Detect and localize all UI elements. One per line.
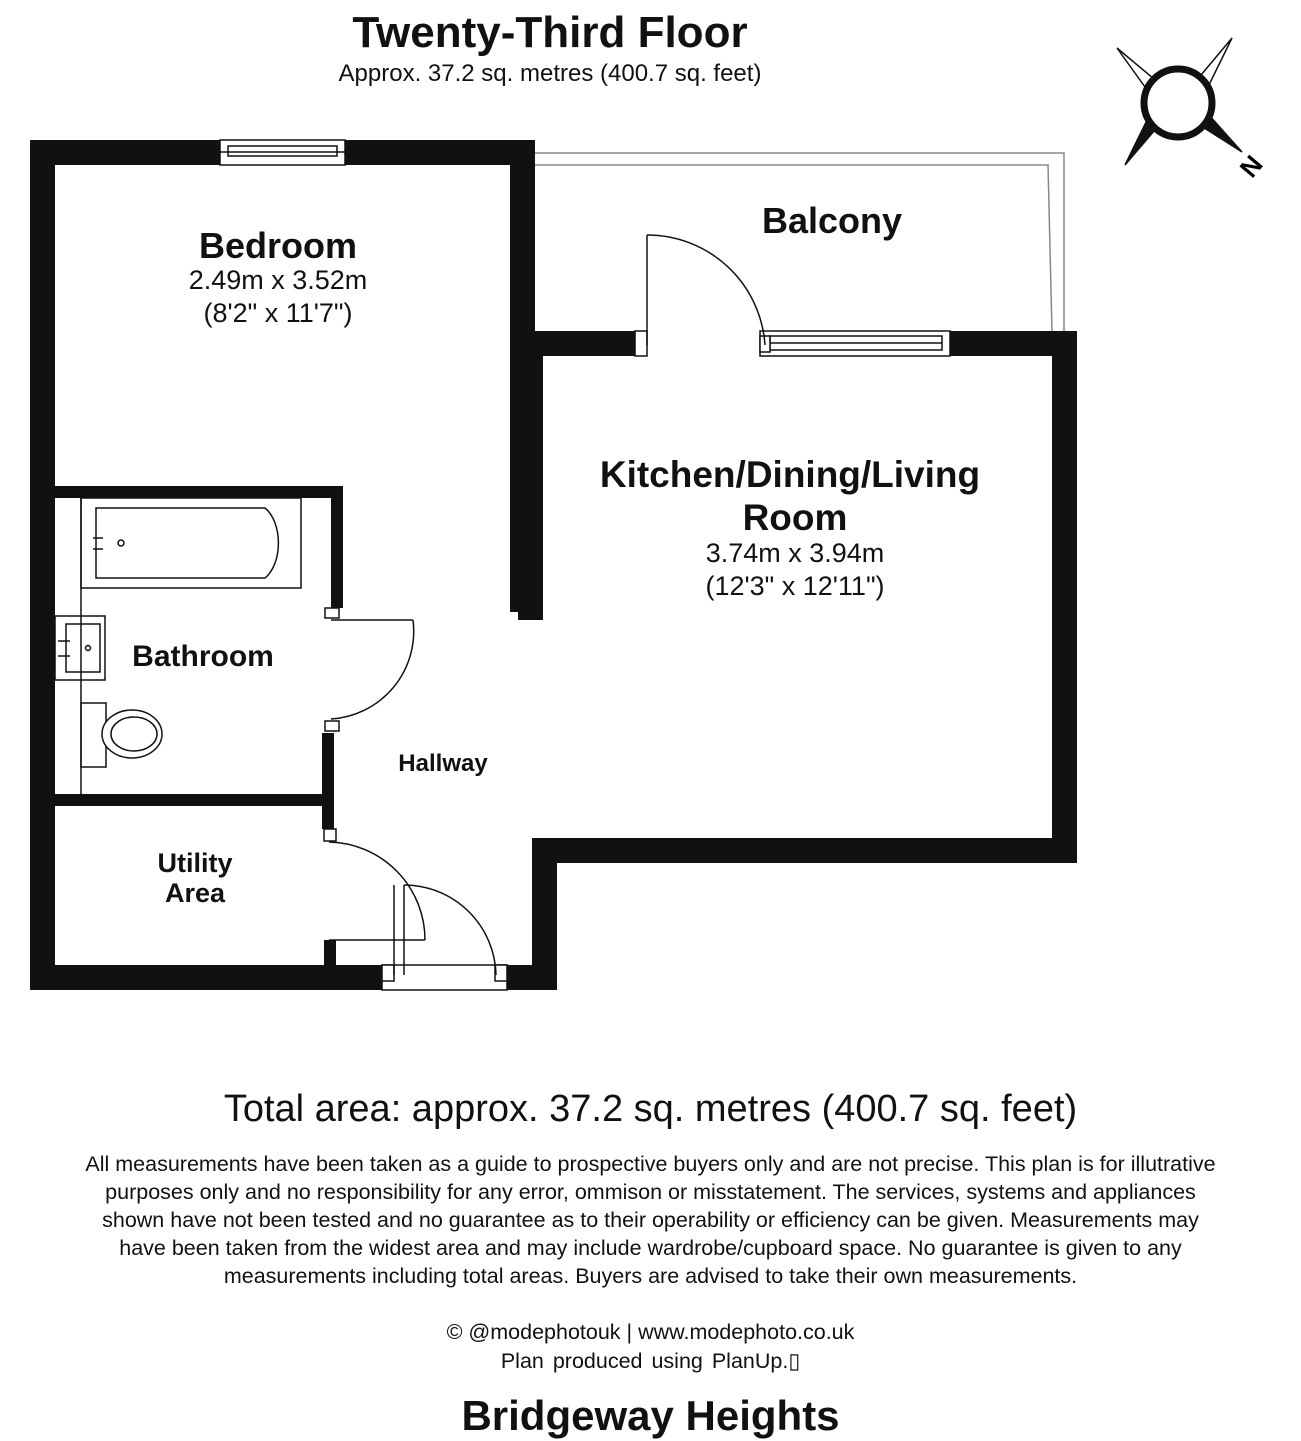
room-size-metric-bedroom: 2.49m x 3.52m: [188, 265, 368, 295]
floor-area: Approx. 37.2 sq. metres (400.7 sq. feet): [338, 60, 762, 87]
disclaimer: [0, 1150, 1301, 1290]
room-name-hallway: Hallway: [398, 750, 488, 777]
room-name-kitchen-line2: Room: [742, 497, 848, 538]
balcony-door: [635, 235, 770, 356]
compass-icon: [1117, 38, 1269, 183]
bathtub-icon: [81, 498, 301, 588]
room-name-kitchen: Kitchen/Dining/Living: [599, 454, 981, 495]
floor-title: Twenty-Third Floor: [352, 8, 748, 57]
room-size-imperial-bedroom: (8'2" x 11'7"): [203, 298, 353, 328]
disclaimer-line: measurements including total areas. Buyers are advised to take their own measurements.: [223, 1264, 1078, 1288]
credit-line: © @modephotouk | www.modephoto.co.uk: [446, 1320, 855, 1344]
room-size-imperial-kitchen: (12'3" x 12'11"): [705, 571, 885, 601]
sink-icon: [55, 616, 105, 680]
disclaimer-line: All measurements have been taken as a guide to prospective buyers only and are not precise. This plan is for illutrative: [85, 1152, 1216, 1176]
disclaimer-line: purposes only and no responsibility for any error, ommison or misstatement. The services, systems and appliances: [105, 1180, 1196, 1204]
bathroom-door: [325, 608, 414, 731]
room-name-balcony: Balcony: [761, 200, 903, 241]
building-name: Bridgeway Heights: [461, 1392, 840, 1439]
room-name-bedroom: Bedroom: [198, 225, 357, 266]
produced-by-line: Plan produced using PlanUp.▯: [500, 1349, 801, 1373]
room-name-utility-line2: Area: [164, 878, 226, 908]
window-living-room: [760, 331, 950, 356]
disclaimer-line: shown have not been tested and no guarantee as to their operability or efficiency can be given. Measurements may: [102, 1208, 1199, 1232]
balcony-outline: [535, 153, 1064, 331]
room-size-metric-kitchen: 3.74m x 3.94m: [705, 538, 885, 568]
room-name-utility: Utility: [157, 848, 233, 878]
compass-north-label: N: [1233, 149, 1269, 184]
toilet-icon: [81, 703, 162, 767]
room-name-bathroom: Bathroom: [132, 640, 274, 673]
entrance-door: [382, 885, 507, 990]
disclaimer-line: have been taken from the widest area and may include wardrobe/cupboard space. No guarantee is given to any: [119, 1236, 1182, 1260]
window-bedroom: [220, 140, 345, 165]
total-area: Total area: approx. 37.2 sq. metres (400.7 sq. feet): [223, 1088, 1078, 1130]
